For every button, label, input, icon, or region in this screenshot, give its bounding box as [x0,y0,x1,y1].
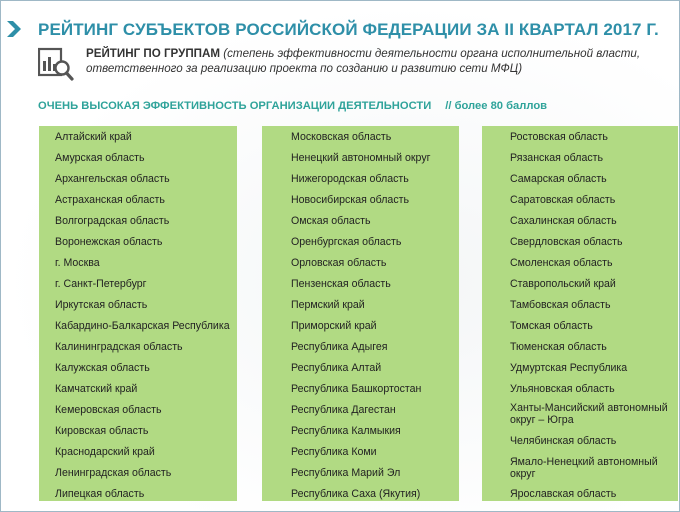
region-item: Смоленская область [510,257,613,269]
group-rating-caption [86,47,666,76]
region-item: Республика Коми [291,446,377,458]
region-item: Волгоградская область [55,215,170,227]
region-item: Приморский край [291,320,377,332]
region-item: Республика Алтай [291,362,382,374]
region-item: Ненецкий автономный округ [291,152,431,164]
region-item: Кировская область [55,425,149,437]
region-item: Орловская область [291,257,387,269]
region-item: Ленинградская область [55,467,172,479]
region-item: Калининградская область [55,341,183,353]
region-item: Пермский край [291,299,365,311]
region-item: Республика Саха (Якутия) [291,488,421,500]
region-item: Ярославская область [510,488,617,500]
category-heading [38,100,547,112]
region-item: Воронежская область [55,236,163,248]
region-item: Оренбургская область [291,236,402,248]
region-item: Сахалинская область [510,215,617,227]
region-item: Республика Адыгея [291,341,388,353]
region-item: Московская область [291,131,392,143]
region-column-3 [482,126,678,501]
region-column-2 [262,126,459,501]
group-rating-label: РЕЙТИНГ ПО ГРУППАМ [86,47,221,60]
region-item: Кабардино-Балкарская Республика [55,320,230,332]
region-item: Ростовская область [510,131,608,143]
chevron-right-icon [7,21,21,37]
region-item: Астраханская область [55,194,165,206]
region-item: Архангельская область [55,173,170,185]
region-item: Кемеровская область [55,404,162,416]
category-score-range: // более 80 баллов [445,100,548,112]
region-item: Омская область [291,215,371,227]
group-rating-description: (степень эффективности деятельности органа исполнительной власти, ответственного за реализацию проекта по созданию и развитию сети МФЦ) [86,47,641,75]
region-item: Томская область [510,320,593,332]
region-item: Алтайский край [55,131,132,143]
region-item: Амурская область [55,152,145,164]
region-item: Калужская область [55,362,150,374]
region-item: Саратовская область [510,194,616,206]
region-item: Краснодарский край [55,446,155,458]
region-item: Республика Дагестан [291,404,396,416]
region-item: Липецкая область [55,488,145,500]
region-item: Свердловская область [510,236,623,248]
region-item: Камчатский край [55,383,138,395]
region-item: Тюменская область [510,341,607,353]
chart-magnifier-icon [38,46,74,82]
region-item: Ульяновская область [510,383,615,395]
region-item: г. Москва [55,257,100,269]
region-item: г. Санкт-Петербург [55,278,147,290]
region-item: Тамбовская область [510,299,611,311]
region-item: Самарская область [510,173,607,185]
region-item: Республика Калмыкия [291,425,401,437]
region-column-1 [39,126,237,501]
region-item: Новосибирская область [291,194,409,206]
region-item: Ставропольский край [510,278,616,290]
region-item: Челябинская область [510,435,617,447]
region-item: Ханты-Мансийский автономный округ – Югра [510,402,668,426]
region-item: Ямало-Ненецкий автономный округ [510,456,658,480]
region-item: Рязанская область [510,152,604,164]
region-item: Республика Марий Эл [291,467,401,479]
region-item: Удмуртская Республика [510,362,628,374]
region-item: Иркутская область [55,299,148,311]
region-item: Пензенская область [291,278,391,290]
category-name: ОЧЕНЬ ВЫСОКАЯ ЭФФЕКТИВНОСТЬ ОРГАНИЗАЦИИ ДЕЯТЕЛЬНОСТИ [38,100,432,112]
page-title: РЕЙТИНГ СУБЪЕКТОВ РОССИЙСКОЙ ФЕДЕРАЦИИ ЗА II КВАРТАЛ 2017 Г. [38,20,659,39]
region-item: Республика Башкортостан [291,383,422,395]
region-item: Нижегородская область [291,173,409,185]
